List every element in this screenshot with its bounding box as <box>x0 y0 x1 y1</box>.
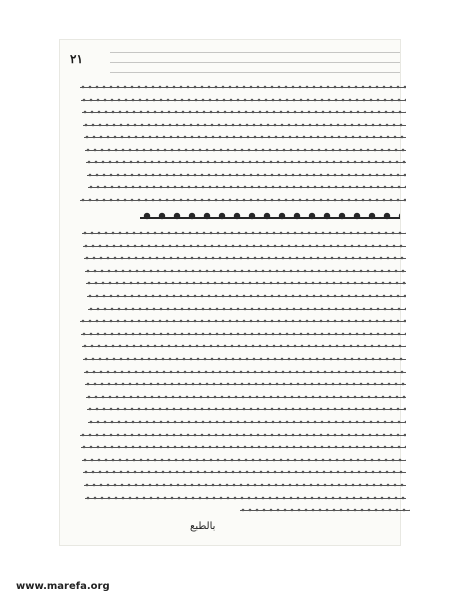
text-line <box>81 444 406 450</box>
text-line <box>81 97 406 103</box>
text-line <box>88 184 406 190</box>
text-line <box>84 255 406 261</box>
text-line <box>85 495 406 501</box>
text-line <box>80 84 406 90</box>
text-line <box>85 147 406 153</box>
text-line <box>84 482 406 488</box>
text-line <box>86 159 406 165</box>
text-line <box>87 406 406 412</box>
text-line <box>82 109 406 115</box>
text-line <box>87 293 406 299</box>
text-line <box>88 419 406 425</box>
text-line <box>83 356 406 362</box>
text-line <box>84 369 406 375</box>
source-url: www.marefa.org <box>16 581 110 592</box>
section-heading-line <box>140 208 400 224</box>
text-line <box>80 318 406 324</box>
text-line <box>86 394 406 400</box>
text-line <box>240 507 410 513</box>
text-line <box>80 197 406 203</box>
text-line <box>84 134 406 140</box>
text-line <box>83 469 406 475</box>
margin-annotation <box>110 49 400 79</box>
text-line <box>82 343 406 349</box>
page-number: ٢١ <box>70 52 83 66</box>
text-line <box>85 268 406 274</box>
text-line <box>81 331 406 337</box>
text-line <box>80 432 406 438</box>
text-line <box>82 230 406 236</box>
text-line <box>82 457 406 463</box>
text-line <box>83 243 406 249</box>
text-line <box>87 172 406 178</box>
text-line <box>85 381 406 387</box>
text-line <box>86 280 406 286</box>
text-line <box>83 122 406 128</box>
catchword: بالطبع <box>190 521 216 532</box>
text-line <box>88 306 406 312</box>
